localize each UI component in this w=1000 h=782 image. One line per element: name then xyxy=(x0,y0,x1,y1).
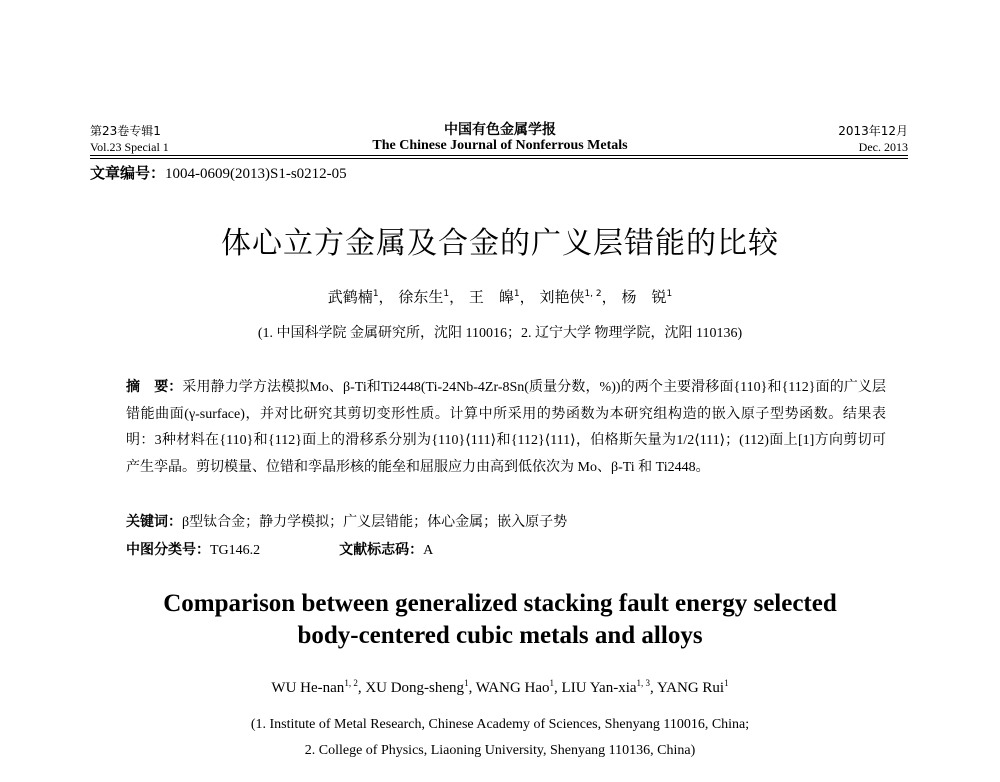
title-cn: 体心立方金属及合金的广义层错能的比较 xyxy=(221,226,779,261)
author-cn: 徐东生$^1$， xyxy=(398,288,465,306)
header-volume-en: Vol.23 Special 1 xyxy=(90,140,169,154)
affiliations-cn: (1. 中国科学院 金属研究所，沈阳 110016；2. 辽宁大学 物理学院，沈阳 110136) xyxy=(257,326,743,341)
doc-code-value: A xyxy=(423,543,434,558)
article-number-value: 1004-0609(2013)S1-s0212-05 xyxy=(165,166,347,182)
header-rule-thick xyxy=(90,155,908,156)
doc-code-label: 文献标志码： xyxy=(339,542,424,558)
author-cn: 杨 锐$^1$ xyxy=(621,288,673,306)
keywords-text: β型钛合金；静力学模拟；广义层错能；体心金属；嵌入原子势 xyxy=(182,515,568,530)
header-journal-en: The Chinese Journal of Nonferrous Metals xyxy=(372,138,628,153)
article-number xyxy=(90,162,347,183)
abstract-label: 摘 要： xyxy=(126,379,183,395)
author-cn: 刘艳侠$^{1, 2}$， xyxy=(539,288,617,306)
abstract-text: 采用静力学方法模拟Mo、β-Ti和Ti2448(Ti-24Nb-4Zr-8Sn(质量分数，%))的两个主要滑移面{110}和{112}面的广义层错能曲面(γ-surface)，并对比研究其剪切变形性质。计算中所采用的势函数为本研究组构造的嵌入原子型势函数。结果表明：3种材料在{110}和{112}面上的滑移系分别为{110}⟨111⟩和{112}⟨111⟩，伯格斯矢量为1/2⟨111⟩；(112)面上[1]方向剪切可产生孪晶。剪切模量、位错和孪晶形核的能垒和屈服应力由高到低依次为 Mo、β-Ti 和 Ti2448。 xyxy=(126,380,886,475)
abstract-cn xyxy=(126,374,886,481)
author-en: XU Dong-sheng$^1$, xyxy=(365,678,476,696)
header-date-cn: 2013年12月 xyxy=(838,124,908,138)
header-journal-cn: 中国有色金属学报 xyxy=(444,122,556,138)
article-number-label: 文章编号： xyxy=(90,164,166,182)
affiliation-en-2: 2. College of Physics, Liaoning University, Shenyang 110136, China) xyxy=(304,743,696,758)
authors-cn xyxy=(0,286,1000,307)
header-date-en: Dec. 2013 xyxy=(858,140,908,154)
keywords-cn xyxy=(126,511,567,531)
author-en: YANG Rui$^1$ xyxy=(656,678,729,696)
header-rule-thin xyxy=(90,158,908,159)
author-cn: 王 皞$^1$， xyxy=(468,288,535,306)
author-en: WU He-nan$^{1, 2}$, xyxy=(271,678,366,696)
authors-en xyxy=(0,680,1000,697)
header-volume-cn: 第23卷专辑1 xyxy=(90,124,161,138)
author-en: LIU Yan-xia$^{1, 3}$, xyxy=(561,678,657,696)
keywords-label: 关键词： xyxy=(126,514,182,530)
affiliation-en-1: (1. Institute of Metal Research, Chinese Academy of Sciences, Shenyang 110016, China; xyxy=(250,717,750,732)
author-cn: 武鹤楠$^1$， xyxy=(327,288,394,306)
clc-value: TG146.2 xyxy=(210,543,261,558)
clc-label: 中图分类号： xyxy=(126,542,210,558)
title-en: Comparison between generalized stacking fault energy selected body-centered cubic metals and alloys xyxy=(163,590,837,649)
classification xyxy=(126,539,433,559)
author-en: WANG Hao$^1$, xyxy=(475,678,562,696)
